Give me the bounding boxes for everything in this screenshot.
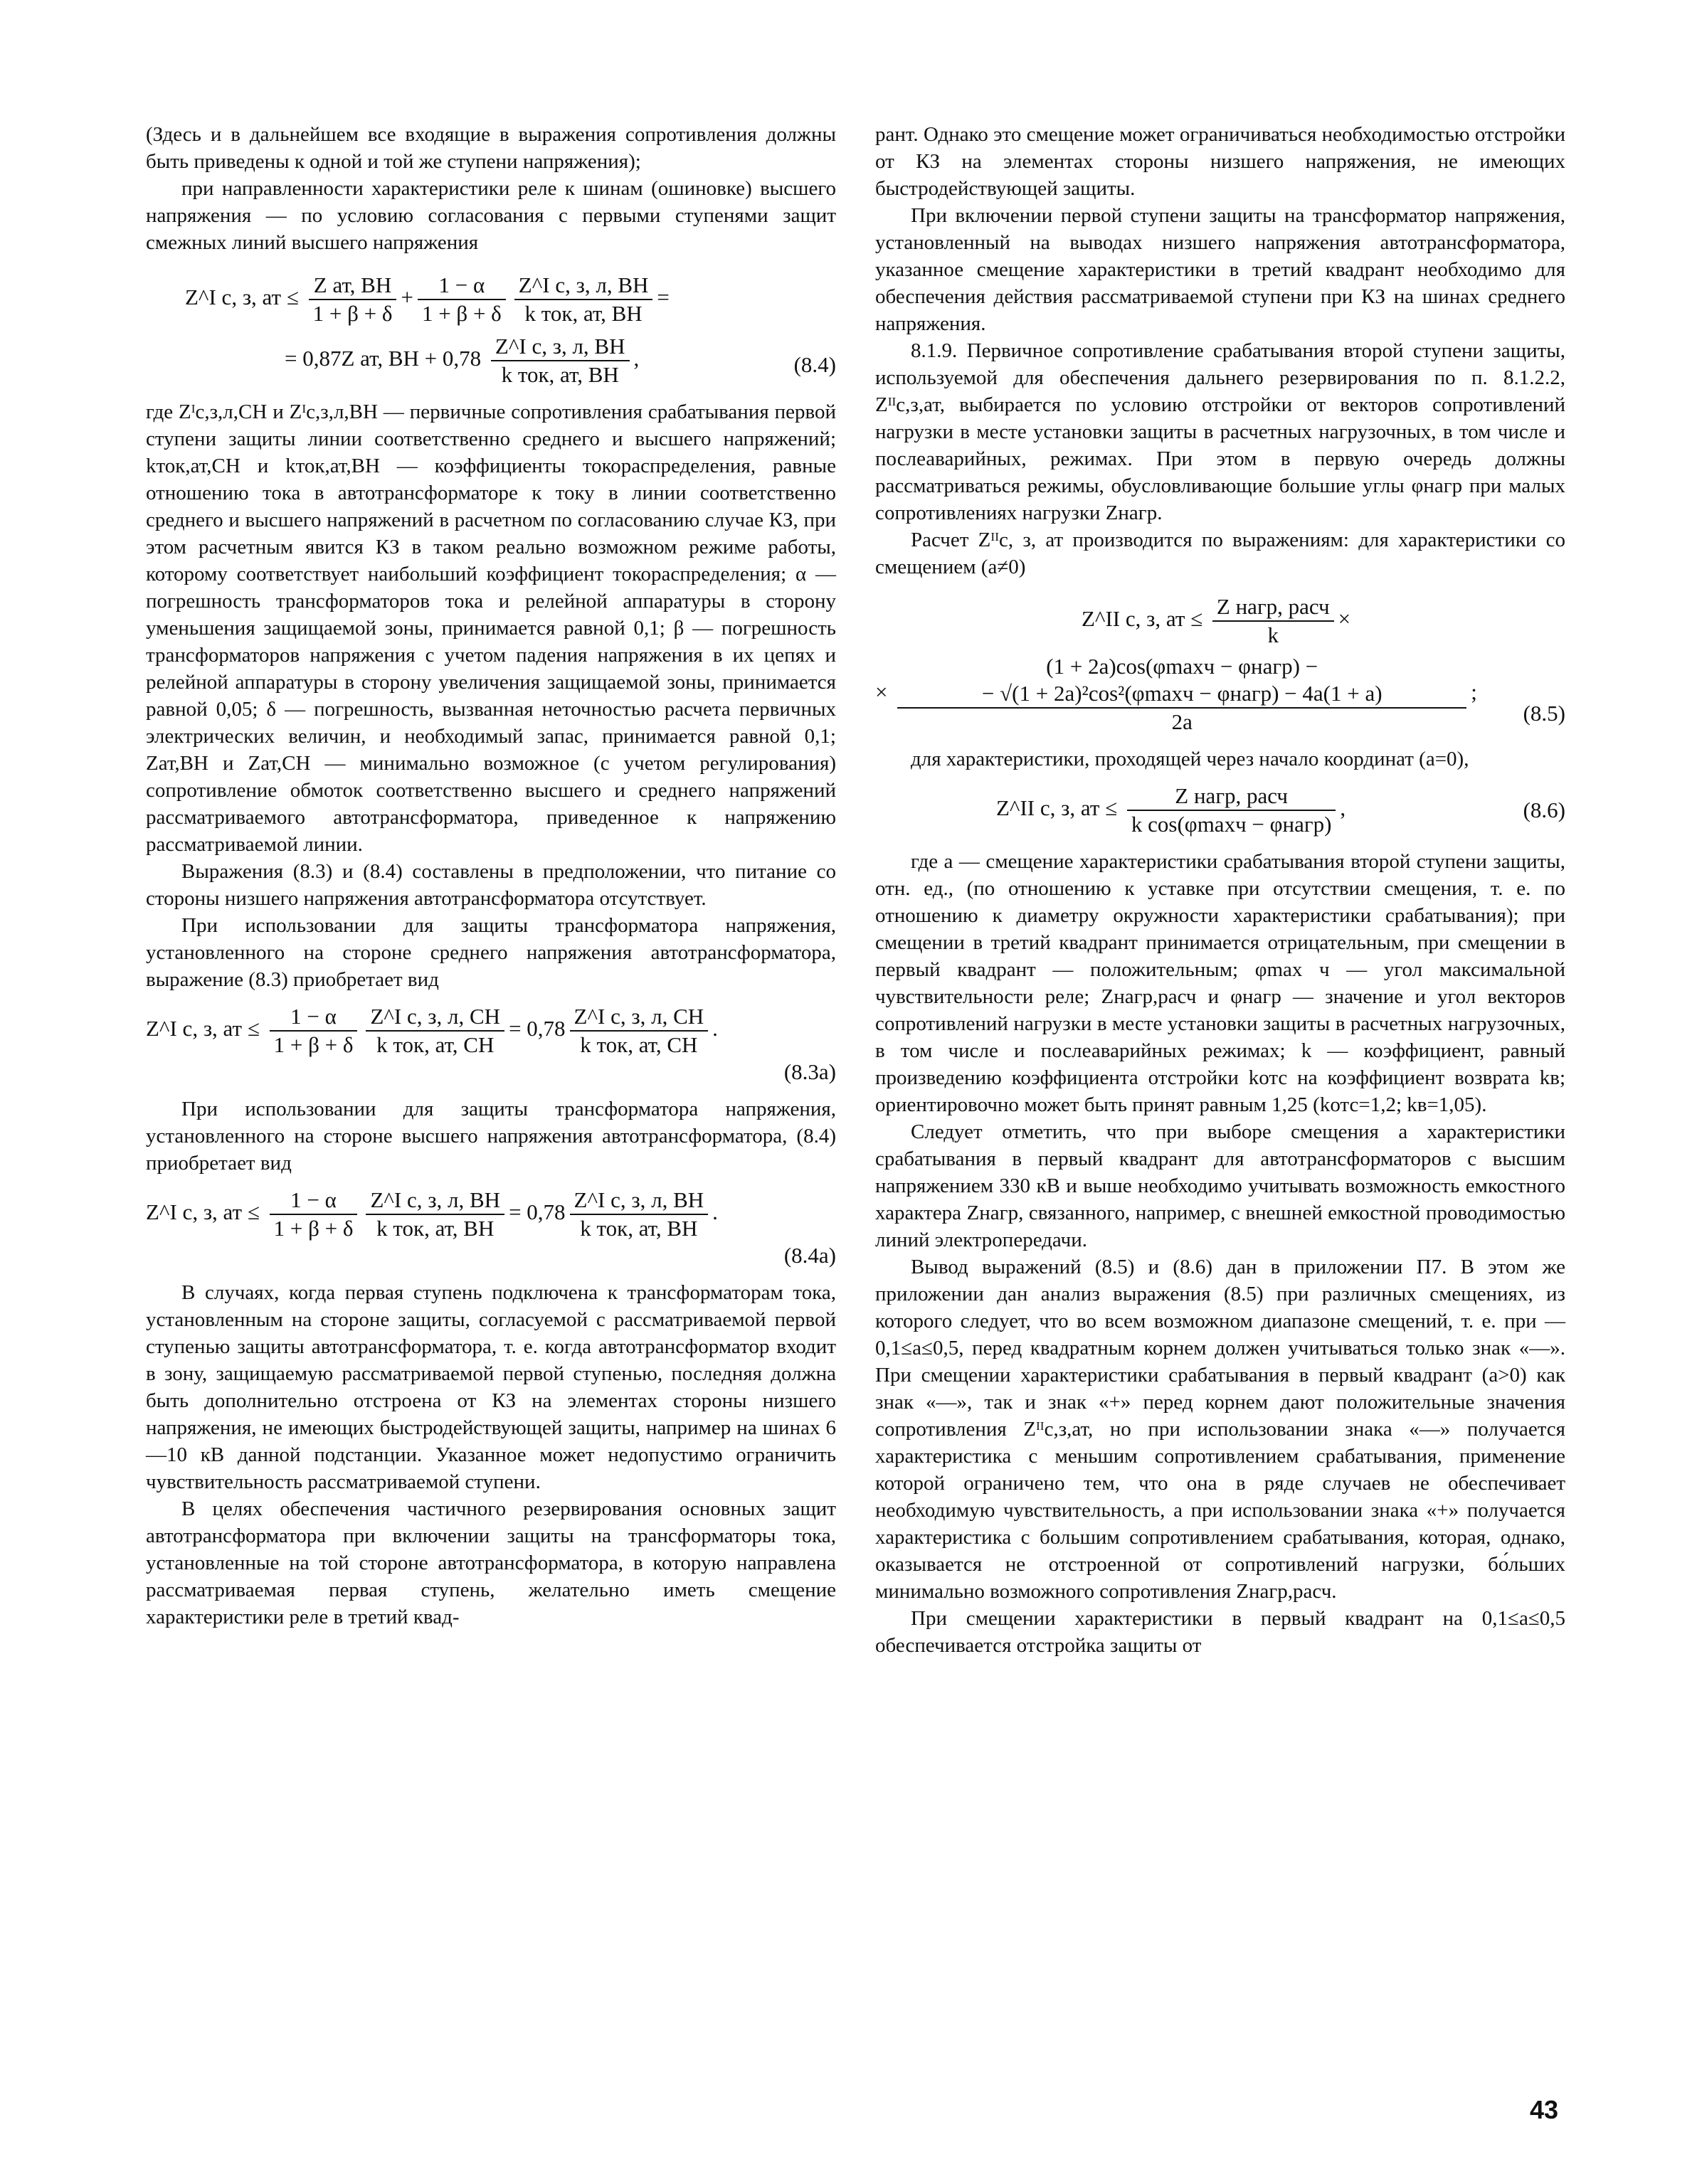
paragraph: Следует отметить, что при выборе смещения a характеристики срабатывания в первый квадрант для автотрансформаторов с высшим напряжением 330 кВ и выше необходимо учитывать возможность емкостного характера Zнагр, связанного, например, с внешней емкостной проводимостью линий электропередачи. xyxy=(875,1120,1565,1251)
equation-8-4: Z^I с, з, ат ≤ $\frac{\text{Z ат, ВН}}{1 + \beta + \delta}$ + $\frac{1 - \alpha}{1 + \beta + \delta}$ $\frac{\text{Z\textasciicircum{}I с, з, л, ВН}}{\text{k ток, ат, ВН}}$ = = 0,87Z ат, ВН + 0,78 $\frac{\text{Z\textasciicircum{}I с, з, л, ВН}}{\text{k ток, ат, ВН}}$ , (8.4) xyxy=(185,272,836,387)
equation-8-5: Z^II с, з, ат ≤ $\frac{\text{Z нагр, расч}}{k}$ × × (1 + 2a)cos(φmaxч − φнагр) − − √(1 + 2a)²cos²(φmaxч − φнагр) − 4a(1 + a) 2a ; (8.5) xyxy=(875,594,1565,734)
paragraph: где Zᴵс,з,л,СН и Zᴵс,з,л,ВН — первичные сопротивления срабатывания первой ступени защиты линии соответственно среднего и высшего напряжений; kток,ат,СН и kток,ат,ВН — коэффициенты токораспределения, равные отношению тока в автотрансформаторе к току в линии соответственно среднего и высшего напряжений в расчетном по согласованию случае КЗ, при этом расчетным явится КЗ в таком реально возможном режиме работы, которому соответствует наибольший коэффициент токораспределения; α — погрешность трансформаторов тока и релейной аппаратуры в сторону уменьшения защищаемой зоны, принимается равной 0,1; β — погрешность трансформаторов напряжения с учетом падения напряжения в их цепях и релейной аппаратуры в сторону увеличения защищаемой зоны, принимается равной 0,05; δ — погрешность, вызванная неточностью расчета первичных электрических величин, и необходимый запас, принимается равной 0,1; Zат,ВН и Zат,СН — минимально возможное (с учетом регулирования) сопротивление обмоток соответственно высшего и среднего напряжений рассматриваемого автотрансформатора, приведенное к напряжению рассматриваемой линии. xyxy=(146,401,836,856)
paragraph: 8.1.9. Первичное сопротивление срабатывания второй ступени защиты, используемой для обеспечения дальнего резервирования по п. 8.1.2.2, Zᴵᴵс,з,ат, выбирается по условию отстройки от векторов сопротивлений нагрузки в месте установки защиты в расчетных нагрузочных, в том числе и послеаварийных, режимах. При этом в первую очередь должны рассматриваться режимы, обусловливающие большие углы φнагр при малых сопротивлениях нагрузки Zнагр. xyxy=(875,339,1565,524)
paragraph: При использовании для защиты трансформатора напряжения, установленного на стороне высшего напряжения автотрансформатора, (8.4) приобретает вид xyxy=(146,1098,836,1175)
paragraph: При включении первой ступени защиты на трансформатор напряжения, установленный на выводах низшего напряжения автотрансформатора, указанное смещение характеристики в третий квадрант необходимо для обеспечения действия рассматриваемой ступени при КЗ на шинах среднего напряжения. xyxy=(875,204,1565,335)
paragraph: При использовании для защиты трансформатора напряжения, установленного на стороне среднего напряжения автотрансформатора, выражение (8.3) приобретает вид xyxy=(146,914,836,991)
paragraph: В целях обеспечения частичного резервирования основных защит автотрансформатора при включении защиты на трансформаторы тока, установленные на той стороне автотрансформатора, в которую направлена рассматриваемая первая ступень, желательно иметь смещение характеристики реле в третий квад- xyxy=(146,1497,836,1628)
paragraph: При смещении характеристики в первый квадрант на 0,1≤a≤0,5 обеспечивается отстройка защиты от xyxy=(875,1607,1565,1657)
paragraph: Вывод выражений (8.5) и (8.6) дан в приложении П7. В этом же приложении дан анализ выражения (8.5) при различных смещениях, из которого следует, что во всем возможном диапазоне смещений, т. е. при —0,1≤a≤0,5, перед квадратным корнем должен учитываться только знак «—». При смещении характеристики срабатывания в первый квадрант (a>0) как знак «—», так и знак «+» перед корнем дают положительные значения сопротивления Zᴵᴵс,з,ат, но при использовании знака «—» получается характеристика с меньшим сопротивлением срабатывания, применение которой ограничено тем, что она в ряде случаев не обеспечивает необходимую чувствительность, а при использовании знака «+» получается характеристика с большим сопротивлением срабатывания, которая, однако, оказывается не отстроенной от сопротивлений нагрузки, бо́льших минимально возможного сопротивления Zнагр,расч. xyxy=(875,1256,1565,1603)
paragraph: Выражения (8.3) и (8.4) составлены в предположении, что питание со стороны низшего напряжения автотрансформатора отсутствует. xyxy=(146,860,836,910)
right-column xyxy=(875,121,1565,1659)
paragraph: при направленности характеристики реле к шинам (ошиновке) высшего напряжения — по условию согласования с первыми ступенями защит смежных линий высшего напряжения xyxy=(146,177,836,254)
equation-8-6: Z^II с, з, ат ≤ $\frac{\text{Z нагр, расч}}{\text{k cos(φmaxч − φнагр)}}$ , (8.6) xyxy=(996,783,1565,837)
equation-number: (8.5) xyxy=(1523,701,1565,726)
equation-8-3a: Z^I с, з, ат ≤ $\frac{1 - \alpha}{1 + \beta + \delta}$ $\frac{\text{Z\textasciicircum{}I с, з, л, СН}}{\text{k ток, ат, СН}}$ = 0,78 $\frac{\text{Z\textasciicircum{}I с, з, л, СН}}{\text{k ток, ат, СН}}$ . (8.3а) xyxy=(146,1004,836,1084)
paragraph: (Здесь и в дальнейшем все входящие в выражения сопротивления должны быть приведены к одной и той же ступени напряжения); xyxy=(146,123,836,173)
paragraph: для характеристики, проходящей через начало координат (a=0), xyxy=(911,748,1469,770)
page-number: 43 xyxy=(1530,2095,1559,2124)
equation-number: (8.3а) xyxy=(783,1059,836,1084)
equation-8-4a: Z^I с, з, ат ≤ $\frac{1 - \alpha}{1 + \beta + \delta}$ $\frac{\text{Z\textasciicircum{}I с, з, л, ВН}}{\text{k ток, ат, ВН}}$ = 0,78 $\frac{\text{Z\textasciicircum{}I с, з, л, ВН}}{\text{k ток, ат, ВН}}$ . (8.4а) xyxy=(146,1187,836,1268)
left-column xyxy=(146,121,836,1631)
equation-number: (8.6) xyxy=(1523,797,1565,822)
paragraph: где a — смещение характеристики срабатывания второй ступени защиты, отн. ед., (по отношению к уставке при отсутствии смещения, т. е. по отношению к диаметру окружности характеристики срабатывания); при смещении в третий квадрант принимается отрицательным, при смещении в первый квадрант — положительным; φmax ч — угол максимальной чувствительности реле; Zнагр,расч и φнагр — значение и угол векторов сопротивлений нагрузки в месте установки защиты в расчетных нагрузочных, в том числе и послеаварийных режимах; k — коэффициент, равный произведению коэффициента отстройки kотс на коэффициент возврата kв; ориентировочно может быть принят равным 1,25 (kотс=1,2; kв=1,05). xyxy=(875,850,1565,1116)
paragraph: Расчет Zᴵᴵс, з, ат производится по выражениям: для характеристики со смещением (a≠0) xyxy=(875,529,1565,578)
equation-number: (8.4а) xyxy=(783,1243,836,1268)
equation-number: (8.4) xyxy=(793,352,836,377)
paragraph: В случаях, когда первая ступень подключена к трансформаторам тока, установленным на стороне защиты, согласуемой с рассматриваемой первой ступенью защиты автотрансформатора, т. е. когда автотрансформатор входит в зону, защищаемую рассматриваемой первой ступенью, последняя должна быть дополнительно отстроена от КЗ на элементах стороны низшего напряжения, не имеющих быстродействующей защиты, например на шинах 6—10 кВ данной подстанции. Указанное может недопустимо ограничить чувствительность рассматриваемой ступени. xyxy=(146,1281,836,1493)
paragraph: рант. Однако это смещение может ограничиваться необходимостью отстройки от КЗ на элементах стороны низшего напряжения, не имеющих быстродействующей защиты. xyxy=(875,123,1565,200)
